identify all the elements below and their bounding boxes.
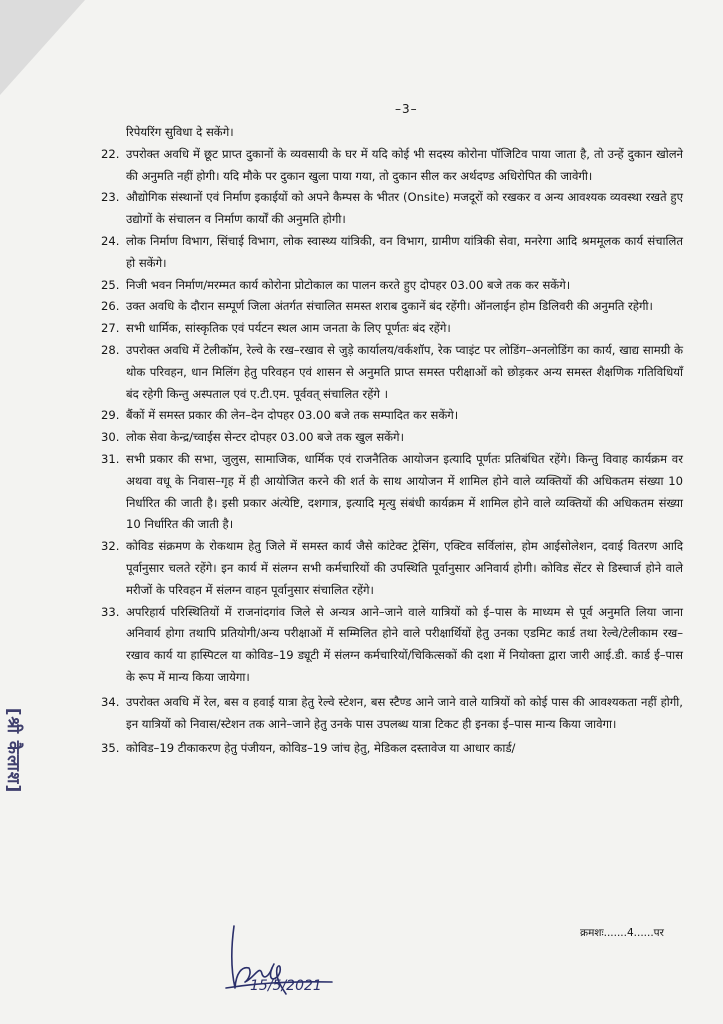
- item-text: बैंकों में समस्त प्रकार की लेन–देन दोपहर 03.00 बजे तक सम्पादित कर सकेंगे।: [126, 408, 459, 423]
- list-item: [101, 602, 683, 689]
- signature-date: 15/5/2021: [250, 978, 322, 994]
- order-content: [101, 122, 683, 760]
- list-item: [101, 187, 683, 231]
- page-number: –3–: [395, 102, 418, 116]
- item-number: 30.: [101, 430, 120, 445]
- list-item: [101, 405, 683, 427]
- list-item: [101, 318, 683, 340]
- item-text: लोक निर्माण विभाग, सिंचाई विभाग, लोक स्वास्थ्य यांत्रिकी, वन विभाग, ग्रामीण यांत्रिकी सेवा, मनरेगा आदि श्रममूलक कार्य संचालित हो सकेंगे।: [126, 233, 683, 270]
- item-text: सभी धार्मिक, सांस्कृतिक एवं पर्यटन स्थल आम जनता के लिए पूर्णतः बंद रहेंगे।: [126, 321, 451, 336]
- folded-corner: [0, 0, 85, 95]
- item-text: उपरोक्त अवधि में छूट प्राप्त दुकानों के व्यवसायी के घर में यदि कोई भी सदस्य कोरोना पॉजिटिव पाया जाता है, तो उन्हें दुकान खोलने की अनुमति नहीं होगी। यदि मौके पर दुकान खुला पाया गया, तो दुकान सील कर अर्थदण्ड अधिरोपित की जावेगी।: [126, 146, 683, 183]
- item-text: उपरोक्त अवधि में टेलीकॉम, रेल्वे के रख–रखाव से जुड़े कार्यालय/वर्कशॉप, रेक प्वाइंट पर लोडिंग–अनलोडिंग का कार्य, खाद्य सामग्री के थोक परिवहन, धान मिलिंग हेतु परिवहन एवं शासन से अनुमति प्राप्त समस्त परीक्षाओं को छोड़कर अन्य समस्त शैक्षणिक गतिविधियाँ बंद रहेगी किन्तु अस्पताल एवं ए.टी.एम. पूर्ववत् संचालित रहेंगे ।: [126, 342, 683, 401]
- item-number: 29.: [101, 408, 120, 423]
- item-text: उक्त अवधि के दौरान सम्पूर्ण जिला अंतर्गत संचालित समस्त शराब दुकानें बंद रहेंगी। ऑनलाईन होम डिलिवरी की अनुमति रहेगी।: [126, 299, 653, 314]
- side-stamp: [2, 670, 28, 830]
- side-stamp-text: [श्री कैलाश]: [3, 707, 24, 793]
- item-text: निजी भवन निर्माण/मरम्मत कार्य कोरोना प्रोटोकाल का पालन करते हुए दोपहर 03.00 बजे तक कर सकेंगे।: [126, 277, 571, 292]
- item-text: कोविड–19 टीकाकरण हेतु पंजीयन, कोविड–19 जांच हेतु, मेडिकल दस्तावेज या आधार कार्ड/: [126, 741, 516, 756]
- item-number: 23.: [101, 190, 120, 205]
- intro-line: रिपेयरिंग सुविधा दे सकेंगे।: [126, 125, 234, 139]
- item-number: 35.: [101, 741, 120, 756]
- item-number: 34.: [101, 694, 120, 709]
- list-item: [101, 275, 683, 297]
- item-number: 31.: [101, 451, 120, 466]
- item-number: 32.: [101, 539, 120, 554]
- list-item: [101, 340, 683, 405]
- signature: [222, 918, 347, 998]
- item-number: 26.: [101, 299, 120, 314]
- item-number: 24.: [101, 233, 120, 248]
- item-number: 28.: [101, 342, 120, 357]
- item-text: लोक सेवा केन्द्र/च्वाईस सेन्टर दोपहर 03.00 बजे तक खुल सकेंगे।: [126, 430, 404, 445]
- item-number: 27.: [101, 321, 120, 336]
- item-number: 25.: [101, 277, 120, 292]
- list-item: [101, 692, 683, 736]
- item-text: कोविड संक्रमण के रोकथाम हेतु जिले में समस्त कार्य जैसे कांटेक्ट ट्रेसिंग, एक्टिव सर्विलांस, होम आईसोलेशन, दवाई वितरण आदि पूर्वानुसार चलते रहेंगे। इन कार्य में संलग्न सभी कर्मचारियों की उपस्थिति पूर्वानुसार अनिवार्य होगी। कोविड सेंटर से डिस्चार्ज होने वाले मरीजों के परिवहन में संलग्न वाहन पूर्वानुसार संचालित रहेंगे।: [126, 539, 683, 597]
- list-item: [101, 427, 683, 449]
- item-number: 22.: [101, 146, 120, 161]
- list-item: [101, 296, 683, 318]
- item-text: अपरिहार्य परिस्थितियों में राजनांदगांव जिले से अन्यत्र आने–जाने वाले यात्रियों को ई–पास के माध्यम से पूर्व अनुमति लिया जाना अनिवार्य होगा तथापि प्रतियोगी/अन्य परीक्षाओं में सम्मिलित होने वाले परीक्षार्थियों हेतु उनका एडमिट कार्ड तथा रेल्वे/टेलीकाम रख–रखाव कार्य या हास्पिटल या कोविड–19 ड्यूटी में संलग्न कर्मचारियों/चिकित्सकों की दशा में नियोक्ता द्वारा जारी आई.डी. कार्ड ई–पास के रूप में मान्य किया जायेगा।: [126, 604, 683, 684]
- continued-note: क्रमशः.......4......पर: [580, 927, 664, 939]
- item-text: उपरोक्त अवधि में रेल, बस व हवाई यात्रा हेतु रेल्वे स्टेशन, बस स्टैण्ड आने जाने वाले यात्रियों को कोई पास की आवश्यकता नहीं होगी, इन यात्रियों को निवास/स्टेशन तक आने–जाने हेतु उनके पास उपलब्ध यात्रा टिकट ही इनका ई–पास मान्य किया जावेगा।: [126, 694, 683, 731]
- item-number: 33.: [101, 604, 120, 619]
- list-item: [101, 536, 683, 601]
- list-item: [101, 449, 683, 536]
- item-text: सभी प्रकार की सभा, जुलुस, सामाजिक, धार्मिक एवं राजनैतिक आयोजन इत्यादि पूर्णतः प्रतिबंधित रहेंगे। किन्तु विवाह कार्यक्रम वर अथवा वधू के निवास–गृह में ही आयोजित करने की शर्त के साथ आयोजन में शामिल होने वाले व्यक्तियों की अधिकतम संख्या 10 निर्धारित की जाती है। इसी प्रकार अंत्येष्टि, दशगात्र, इत्यादि मृत्यु संबंधी कार्यक्रम में शामिल होने वाले व्यक्तियों की अधिकतम संख्या 10 निर्धारित की जाती है।: [126, 451, 683, 532]
- item-text: औद्योगिक संस्थानों एवं निर्माण इकाईयों को अपने कैम्पस के भीतर (Onsite) मजदूरों को रखकर व अन्य आवश्यक व्यवस्था रखते हुए उद्योगों के संचालन व निर्माण कार्यों की अनुमति होगी।: [126, 190, 683, 227]
- list-item: [101, 231, 683, 275]
- list-item: [101, 738, 683, 760]
- list-item: [101, 144, 683, 188]
